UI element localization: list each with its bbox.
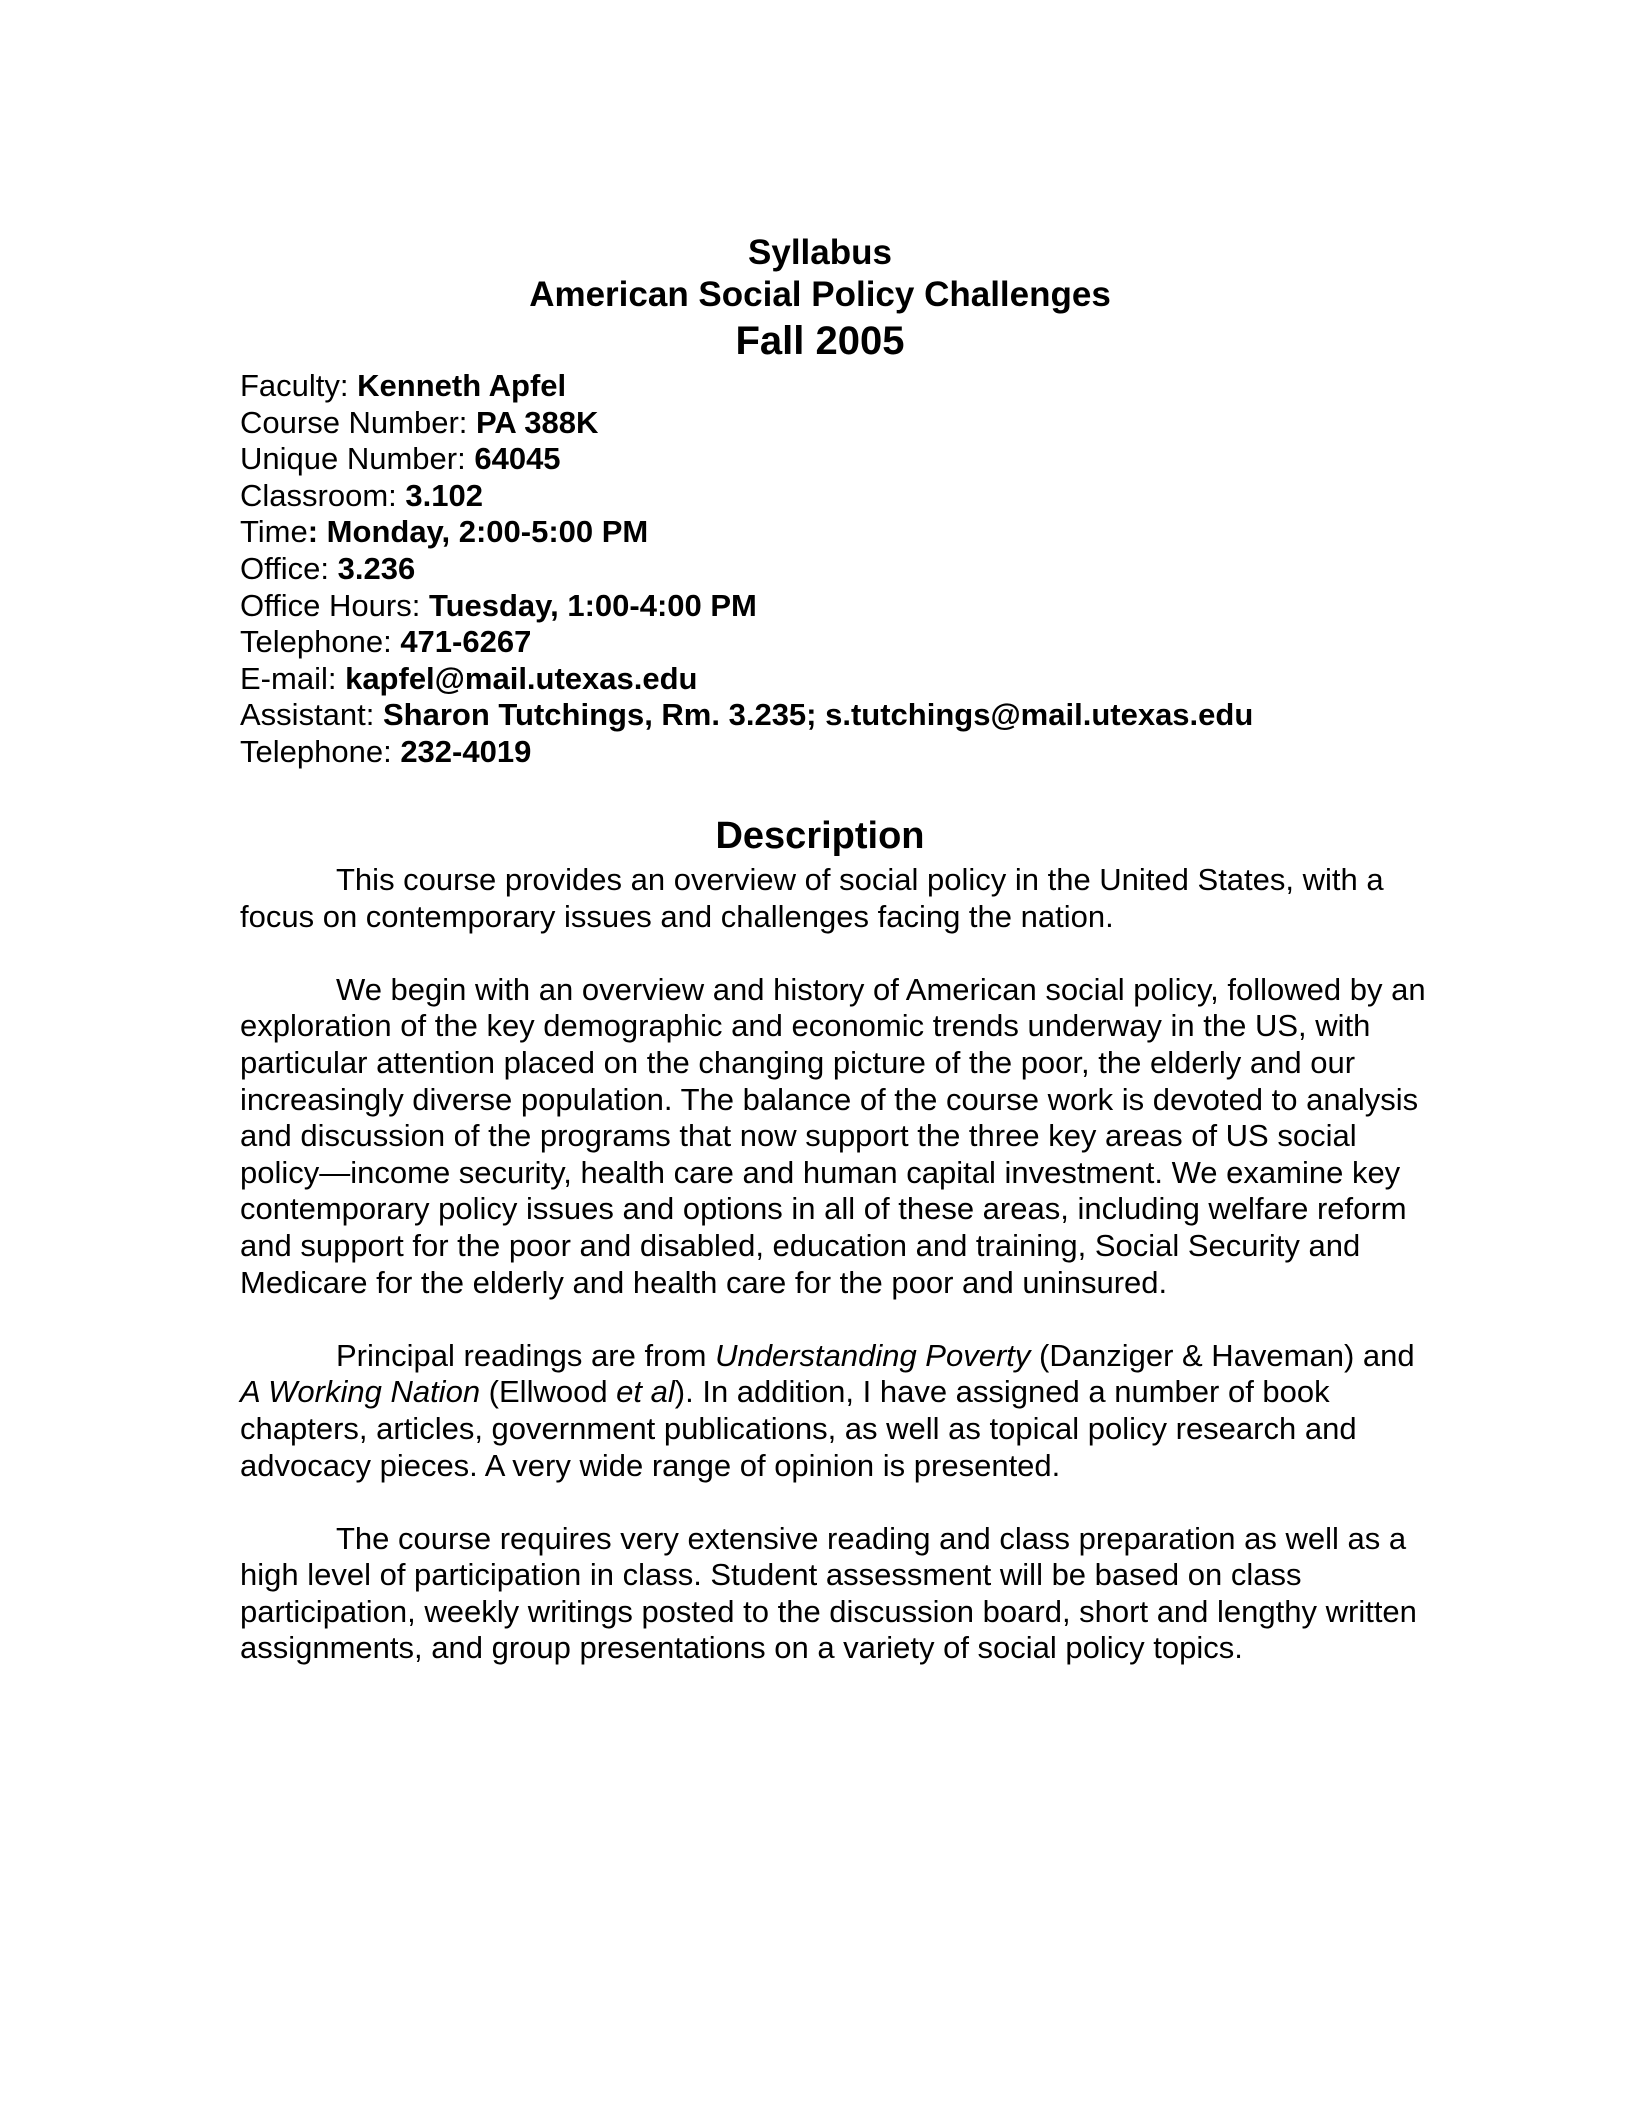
info-value: 64045 — [474, 441, 561, 477]
info-row-course-number — [240, 405, 1440, 442]
description-paragraph-1: This course provides an overview of social policy in the United States, with a focus on contemporary issues and challenges facing the nation. — [240, 862, 1384, 934]
info-row-time — [240, 514, 1440, 551]
description-heading: Description — [715, 815, 925, 857]
info-row-assistant-telephone — [240, 734, 1440, 771]
info-label: Telephone: — [240, 733, 401, 769]
term-title: Fall 2005 — [735, 319, 905, 363]
info-label: Faculty: — [240, 368, 358, 403]
info-row-email — [240, 661, 1440, 698]
course-info — [240, 368, 1440, 771]
info-row-telephone — [240, 624, 1440, 661]
info-value: 3.102 — [405, 477, 483, 513]
doc-title: Syllabus — [748, 233, 892, 272]
paragraph-text: (Danziger & Haveman) and — [1030, 1337, 1415, 1373]
book-title-a-working-nation: A Working Nation — [240, 1374, 481, 1410]
info-row-office-hours — [240, 588, 1440, 625]
info-value: 471-6267 — [400, 624, 532, 660]
info-value: PA 388K — [476, 404, 599, 440]
info-label: Assistant: — [240, 697, 383, 733]
syllabus-header — [0, 232, 1640, 366]
info-row-assistant — [240, 697, 1440, 734]
et-al-italic: et al — [616, 1374, 675, 1410]
book-title-understanding-poverty: Understanding Poverty — [715, 1337, 1031, 1373]
info-label: Telephone: — [240, 624, 401, 660]
info-row-office — [240, 551, 1440, 588]
description-paragraph-4: The course requires very extensive reading and class preparation as well as a high level of participation in class. Student assessment will be based on class participation, weekly writings posted to the discussion board, short and lengthy written assignments, and group presentations on a variety of social policy topics. — [240, 1520, 1417, 1666]
description-body — [240, 862, 1440, 1667]
info-row-unique-number — [240, 441, 1440, 478]
info-value: kapfel@mail.utexas.edu — [345, 660, 698, 696]
description-paragraph-3 — [240, 1338, 1440, 1484]
info-value: Tuesday, 1:00-4:00 PM — [428, 587, 757, 623]
info-label: Time — [240, 514, 308, 550]
info-label: Office Hours: — [240, 587, 429, 623]
info-value: Sharon Tutchings, Rm. 3.235; s.tutchings@mail.utexas.edu — [383, 697, 1254, 733]
info-label: E-mail: — [240, 660, 346, 696]
paragraph-text: (Ellwood — [480, 1374, 617, 1410]
paragraph-text: Principal readings are from — [336, 1337, 716, 1373]
course-title: American Social Policy Challenges — [529, 275, 1111, 314]
info-value: 232-4019 — [400, 733, 532, 769]
info-value: : Monday, 2:00-5:00 PM — [307, 514, 649, 550]
info-label: Course Number: — [240, 404, 477, 440]
info-label: Classroom: — [240, 477, 406, 513]
info-value: 3.236 — [337, 550, 416, 586]
info-row-faculty — [240, 368, 1440, 405]
info-label: Unique Number: — [240, 441, 475, 477]
description-paragraph-2: We begin with an overview and history of American social policy, followed by an exploration of the key demographic and economic trends underway in the US, with particular attention placed on the changing picture of the poor, the elderly and our increasingly diverse population. The balance of the course work is devoted to analysis and discussion of the programs that now support the three key areas of US social policy—income security, health care and human capital investment. We examine key contemporary policy issues and options in all of these areas, including welfare reform and support for the poor and disabled, education and training, Social Security and Medicare for the elderly and health care for the poor and uninsured. — [240, 971, 1426, 1300]
info-row-classroom — [240, 478, 1440, 515]
info-label: Office: — [240, 550, 338, 586]
info-value: Kenneth Apfel — [357, 368, 567, 403]
paragraph-text: ). In addition, I have assigned a number of book chapters, articles, government publications, as well as topical policy research and advocacy pieces. A very wide range of opinion is presented. — [240, 1374, 1357, 1483]
